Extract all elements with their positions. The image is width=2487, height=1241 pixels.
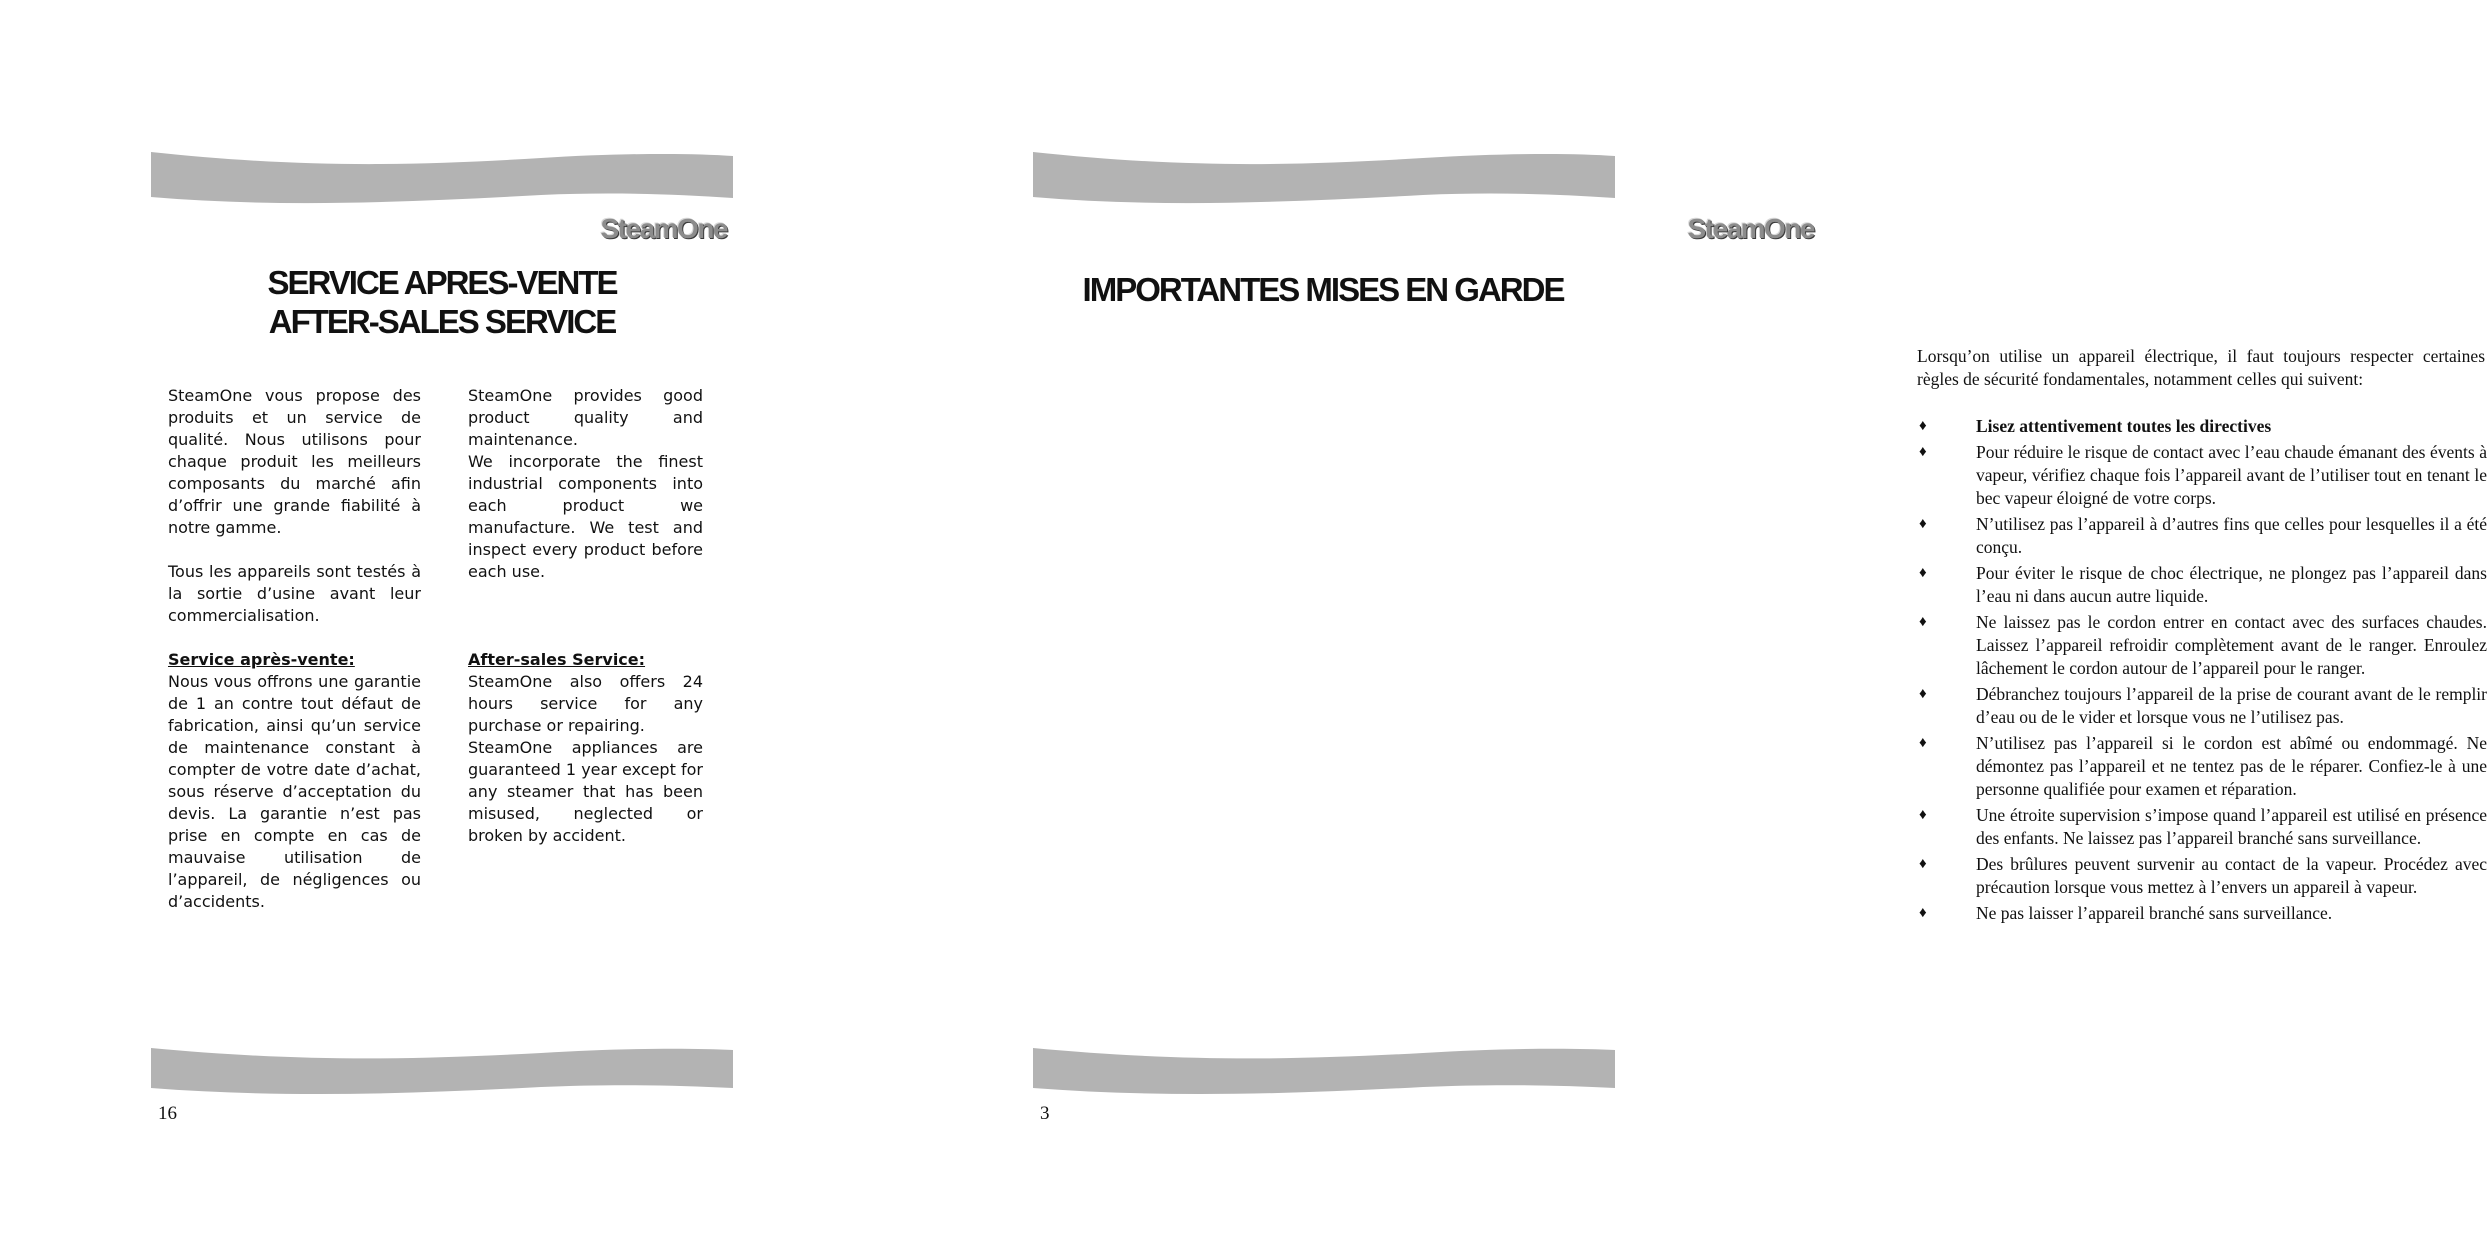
safety-rules-list	[1917, 415, 2487, 928]
bullet-diamond-icon: ♦	[1919, 905, 1927, 921]
rule-item: ♦ Ne laissez pas le cordon entrer en contact avec des surfaces chaudes. Laissez l’appareil refroidir complètement avant de le ranger. Enroulez lâchement le cordon autour de l’appareil pour le ranger.	[1919, 612, 2487, 678]
en-section-heading: After-sales Service:	[468, 650, 646, 669]
bullet-diamond-icon: ♦	[1919, 807, 1927, 823]
french-column	[168, 385, 421, 913]
en-paragraph-3: SteamOne also offers 24 hours service for any purchase or repairing.	[468, 672, 703, 735]
page-title: IMPORTANTES MISES EN GARDE	[1082, 271, 1564, 308]
bullet-diamond-icon: ♦	[1919, 614, 1927, 630]
right-page	[877, 0, 2487, 1241]
top-wave-band	[151, 150, 733, 208]
rule-item: ♦ Lisez attentivement toutes les directives	[1919, 416, 2272, 436]
fr-paragraph-1: SteamOne vous propose des produits et un service de qualité. Nous utilisons pour chaque produit les meilleurs composants du marché afin d’offrir une grande fiabilité à notre gamme.	[168, 386, 421, 537]
rule-item: ♦ Pour réduire le risque de contact avec l’eau chaude émanant des évents à vapeur, vérifiez chaque fois l’appareil avant de l’utiliser tout en tenant le bec vapeur éloigné de votre corps.	[1919, 442, 2487, 508]
bullet-diamond-icon: ♦	[1919, 565, 1927, 581]
bullet-diamond-icon: ♦	[1919, 735, 1927, 751]
intro-paragraph: Lorsqu’on utilise un appareil électrique, il faut toujours respecter certaines règles de sécurité fondamentales, notamment celles qui suivent:	[1917, 346, 2485, 389]
rule-item: ♦ Ne pas laisser l’appareil branché sans surveillance.	[1919, 903, 2333, 923]
en-paragraph-4: SteamOne appliances are guaranteed 1 year except for any steamer that has been misused, neglected or broken by accident.	[468, 738, 703, 845]
brand-logo: SteamOne	[600, 213, 727, 244]
brand-logo: SteamOne	[1687, 213, 1814, 244]
fr-section-heading: Service après-vente:	[168, 650, 355, 669]
title-line-en: AFTER-SALES SERVICE	[268, 303, 616, 340]
rule-item: ♦ Pour éviter le risque de choc électrique, ne plongez pas l’appareil dans l’eau ni dans aucun autre liquide.	[1919, 563, 2487, 606]
bullet-diamond-icon: ♦	[1919, 418, 1927, 434]
page-title	[182, 263, 702, 341]
bullet-diamond-icon: ♦	[1919, 444, 1927, 460]
bottom-wave-band	[1033, 1046, 1615, 1098]
bullet-diamond-icon: ♦	[1919, 856, 1927, 872]
bullet-diamond-icon: ♦	[1919, 516, 1927, 532]
rule-item: ♦ Débranchez toujours l’appareil de la prise de courant avant de le remplir d’eau ou de le vider et lorsque vous ne l’utilisez pas.	[1919, 684, 2487, 727]
en-paragraph-2: We incorporate the finest industrial components into each product we manufacture. We test and inspect every product before each use.	[468, 452, 703, 581]
rule-item: ♦ Des brûlures peuvent survenir au contact de la vapeur. Procédez avec précaution lorsque vous mettez à l’envers un appareil à vapeur.	[1919, 854, 2487, 897]
fr-paragraph-2: Tous les appareils sont testés à la sortie d’usine avant leur commercialisation.	[168, 562, 421, 625]
rule-item: ♦ N’utilisez pas l’appareil à d’autres fins que celles pour lesquelles il a été conçu.	[1919, 514, 2487, 557]
bottom-wave-band	[151, 1046, 733, 1098]
fr-paragraph-3: Nous vous offrons une garantie de 1 an contre tout défaut de fabrication, ainsi qu’un service de maintenance constant à compter de votre date d’achat, sous réserve d’acceptation du devis. La garantie n’est pas prise en compte en cas de mauvaise utilisation de l’appareil, de négligences ou d’accidents.	[168, 672, 421, 911]
bullet-diamond-icon: ♦	[1919, 686, 1927, 702]
page-number: 3	[1040, 1103, 1050, 1124]
title-line-fr: SERVICE APRES-VENTE	[267, 264, 617, 301]
page-number: 16	[158, 1103, 177, 1124]
left-page	[0, 0, 877, 1241]
top-wave-band	[1033, 150, 1615, 208]
rule-item: ♦ Une étroite supervision s’impose quand l’appareil est utilisé en présence des enfants. Ne laissez pas l’appareil branché sans surveillance.	[1919, 805, 2487, 848]
rule-item: ♦ N’utilisez pas l’appareil si le cordon est abîmé ou endommagé. Ne démontez pas l’appareil et ne tentez pas de le réparer. Confiez-le à une personne qualifiée pour examen et réparation.	[1919, 733, 2487, 799]
en-paragraph-1: SteamOne provides good product quality and maintenance.	[468, 386, 703, 449]
english-column	[468, 385, 703, 847]
